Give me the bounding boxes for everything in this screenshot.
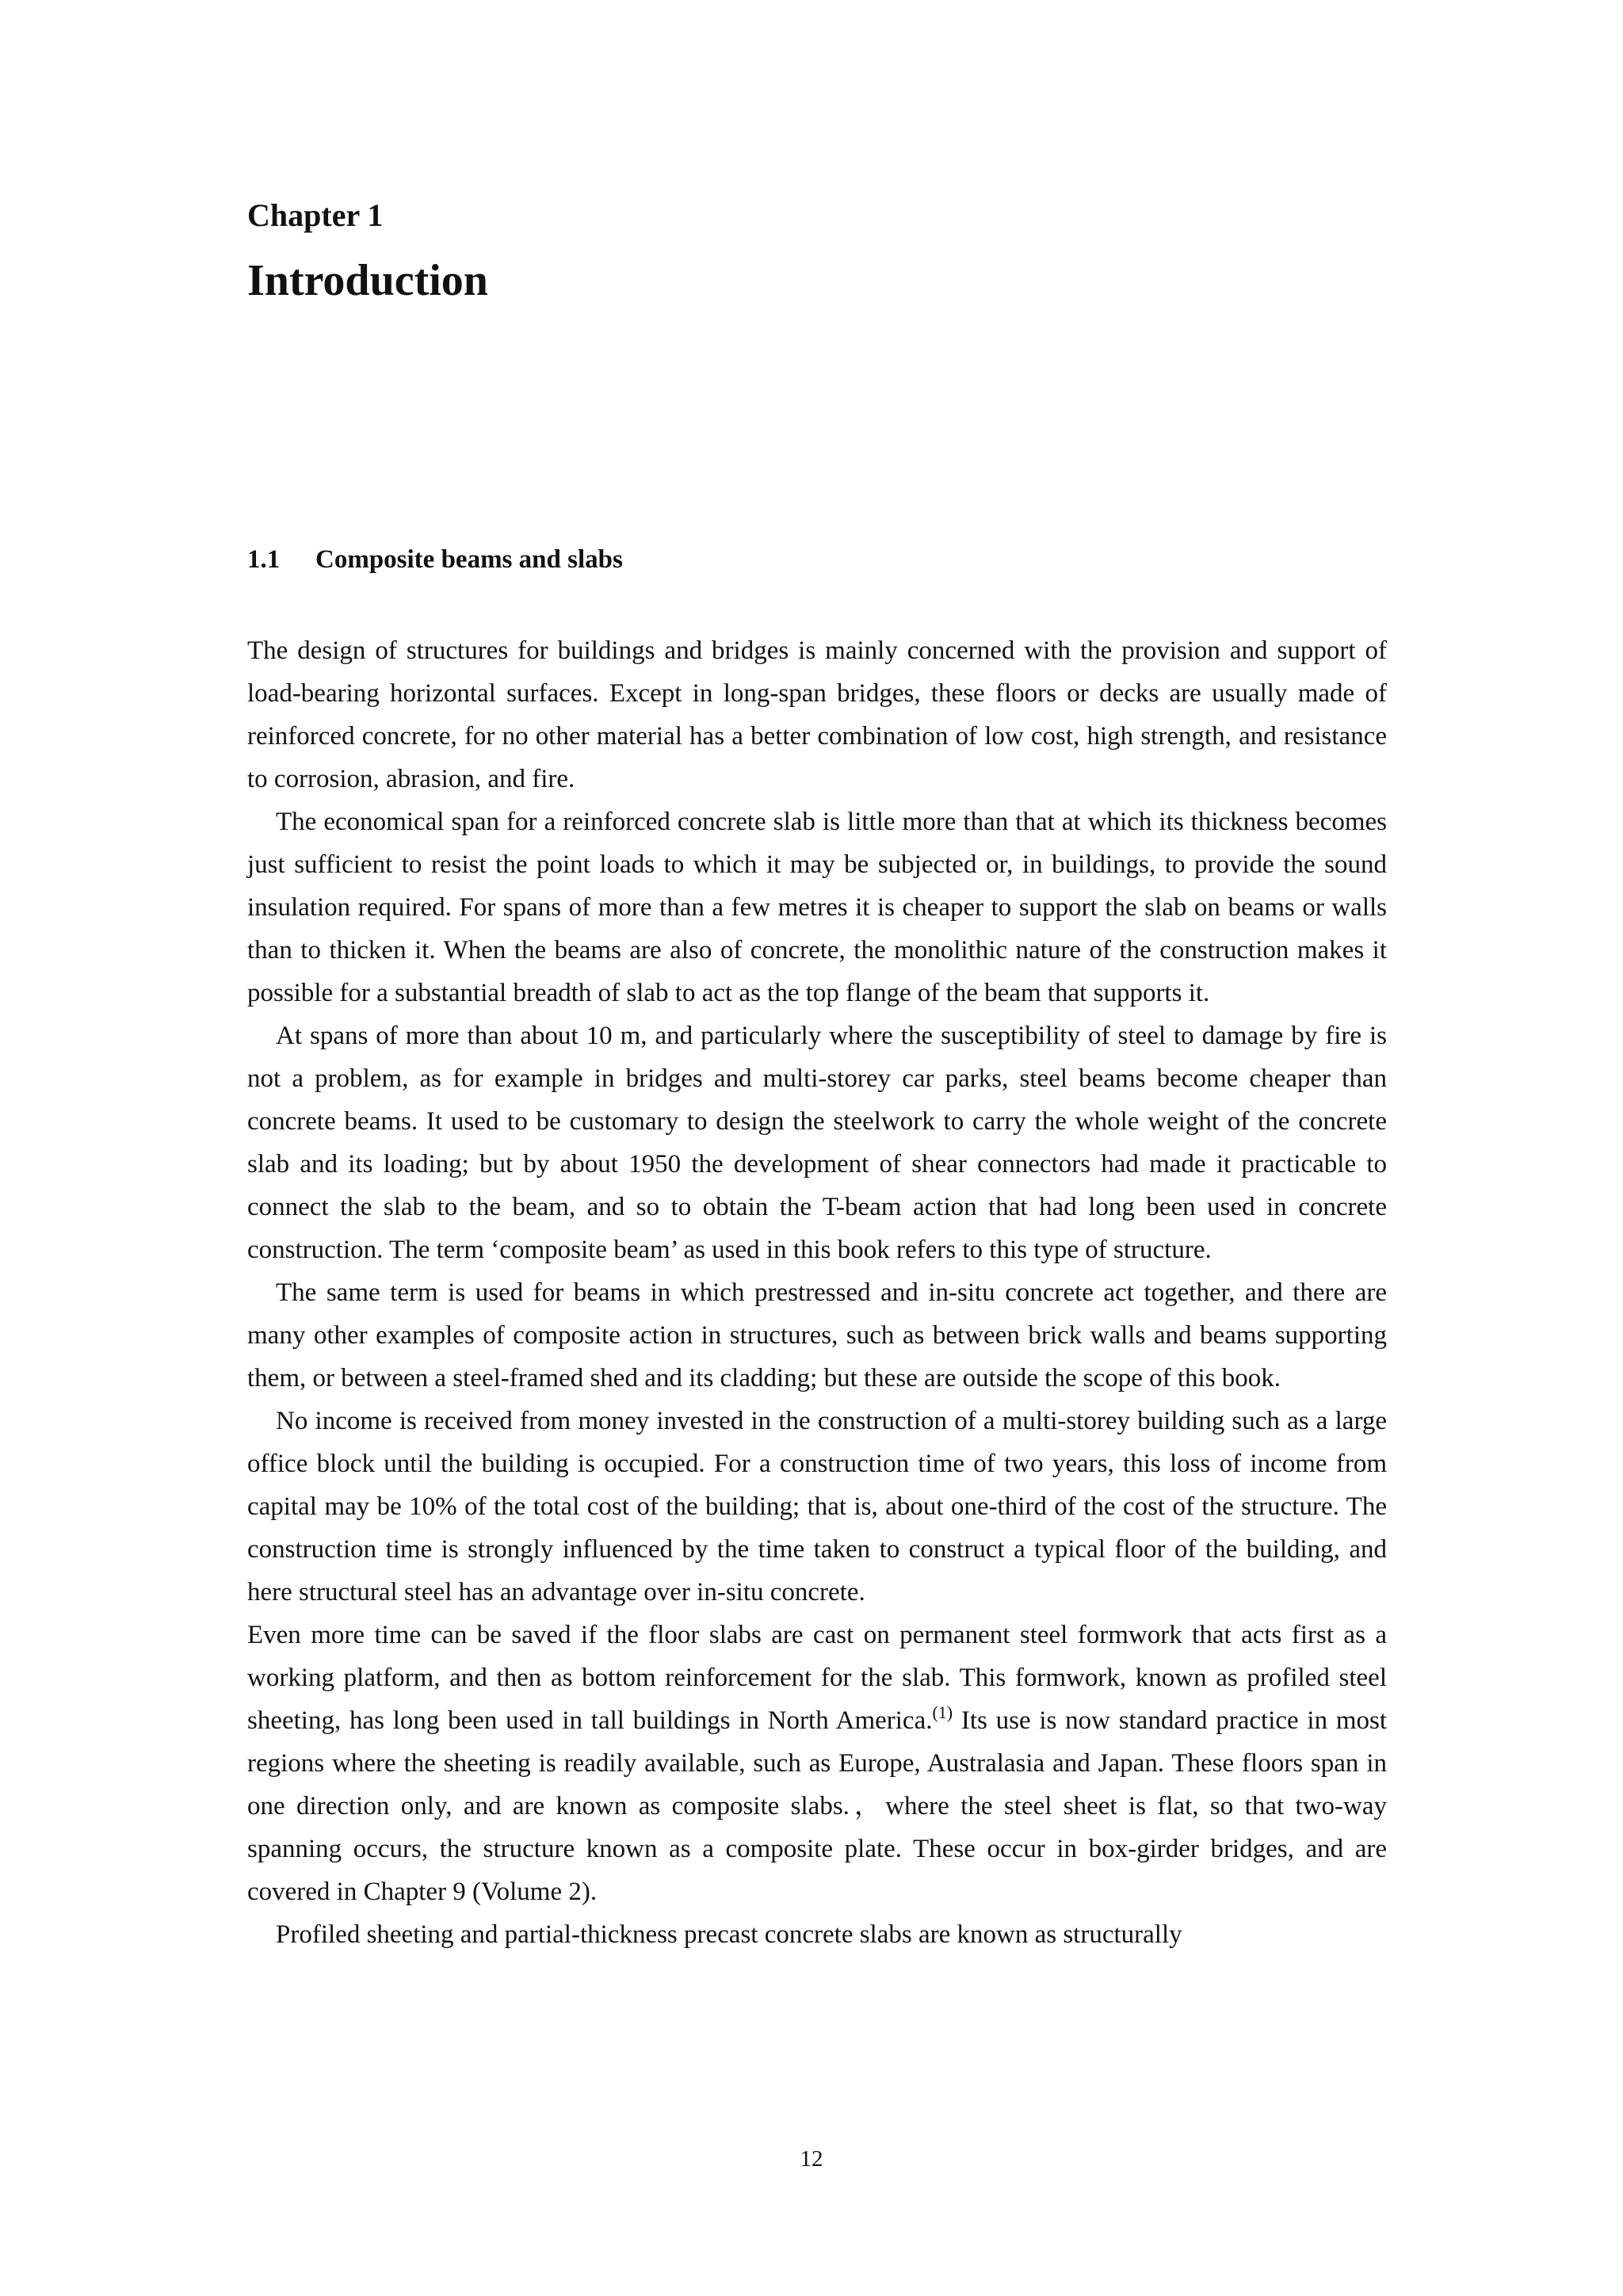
paragraph-5: No income is received from money invested in the construction of a multi-storey building such as a large office block until the building is occupied. For a construction time of two years, this loss of income from capital may be 10% of the total cost of the building; that is, about one-third of the cost of the structure. The construction time is strongly influenced by the time taken to construct a typical floor of the building, and here structural steel has an advantage over in-situ concrete.: [247, 1407, 1387, 1606]
section-heading: [247, 547, 623, 573]
paragraph-6-continuation: Its use is now standard practice in most regions where the sheeting is readily available, such as Europe, Australasia and Japan. These floors span in one direction only, and are known as composite slabs.，where the steel sheet is flat, so that two-way spanning occurs, the structure known as a composite plate. These occur in box-girder bridges, and are covered in Chapter 9 (Volume 2).: [247, 1706, 1387, 1906]
reference-marker: (1): [932, 1702, 953, 1722]
chapter-title: Introduction: [247, 256, 488, 305]
paragraph-2: The economical span for a reinforced concrete slab is little more than that at which its thickness becomes just sufficient to resist the point loads to which it may be subjected or, in buildings, to provide the sound insulation required. For spans of more than a few metres it is cheaper to support the slab on beams or walls than to thicken it. When the beams are also of concrete, the monolithic nature of the construction makes it possible for a substantial breadth of slab to act as the top flange of the beam that supports it.: [247, 808, 1387, 1007]
paragraph-4: The same term is used for beams in which prestressed and in-situ concrete act together, and there are many other examples of composite action in structures, such as between brick walls and beams supporting them, or between a steel-framed shed and its cladding; but these are outside the scope of this book.: [247, 1278, 1387, 1392]
paragraph-1: The design of structures for buildings and bridges is mainly concerned with the provision and support of load-bearing horizontal surfaces. Except in long-span bridges, these floors or decks are usually made of reinforced concrete, for no other material has a better combination of low cost, high strength, and resistance to corrosion, abrasion, and fire.: [247, 636, 1387, 793]
chapter-label: Chapter 1: [247, 197, 384, 233]
paragraph-6-text: Even more time can be saved if the floor slabs are cast on permanent steel formwork that acts first as a working platform, and then as bottom reinforcement for the slab. This formwork, known as profiled steel sheeting, has long been used in tall buildings in North America.: [247, 1621, 1387, 1735]
paragraph-3: At spans of more than about 10 m, and particularly where the susceptibility of steel to damage by fire is not a problem, as for example in bridges and multi-storey car parks, steel beams become cheaper than concrete beams. It used to be customary to design the steelwork to carry the whole weight of the concrete slab and its loading; but by about 1950 the development of shear connectors had made it practicable to connect the slab to the beam, and so to obtain the T-beam action that had long been used in concrete construction. The term ‘composite beam’ as used in this book refers to this type of structure.: [247, 1022, 1387, 1264]
body-text: [247, 629, 1387, 1956]
page-number: 12: [800, 2146, 823, 2172]
section-title: Composite beams and slabs: [315, 545, 623, 574]
paragraph-6: [247, 1614, 1387, 1913]
paragraph-7: Profiled sheeting and partial-thickness precast concrete slabs are known as structurally: [276, 1920, 1182, 1949]
section-number: 1.1: [247, 545, 281, 574]
